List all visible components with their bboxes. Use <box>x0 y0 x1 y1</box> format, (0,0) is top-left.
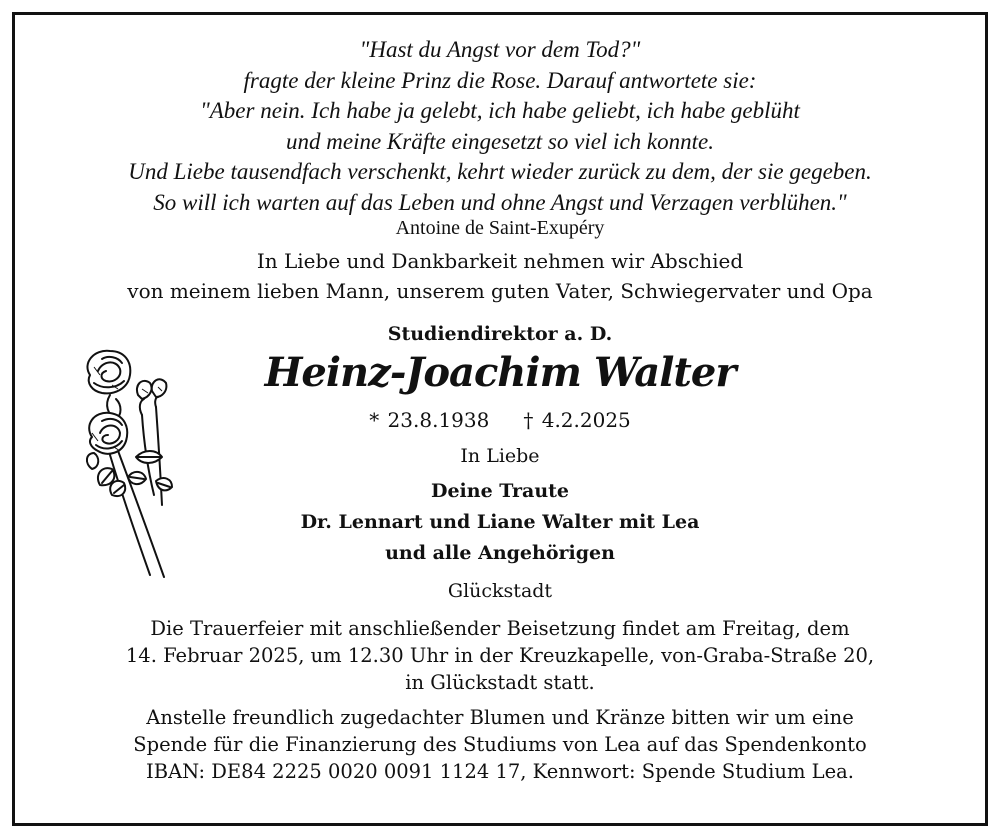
place-name: Glückstadt <box>447 580 553 602</box>
intro-line: In Liebe und Dankbarkeit nehmen wir Abschied <box>256 249 744 273</box>
quote-line: "Aber nein. Ich habe ja gelebt, ich habe geliebt, ich habe geblüht <box>200 98 800 123</box>
quote-line: Und Liebe tausendfach verschenkt, kehrt wieder zurück zu dem, der sie gegeben. <box>128 159 872 184</box>
farewell-intro <box>15 246 985 306</box>
quote-block <box>15 35 985 218</box>
ceremony-line: in Glückstadt statt. <box>405 671 595 694</box>
donation-line: Spende für die Finanzierung des Studiums von Lea auf das Spendenkonto <box>133 733 867 756</box>
quote-line: fragte der kleine Prinz die Rose. Darauf antwortete sie: <box>243 67 757 93</box>
donation-line: Anstelle freundlich zugedachter Blumen und Kränze bitten wir um eine <box>146 706 854 729</box>
ceremony-line: Die Trauerfeier mit anschließender Beisetzung findet am Freitag, dem <box>150 617 850 640</box>
mourner-line: und alle Angehörigen <box>385 542 615 564</box>
mourner-line: Dr. Lennart und Liane Walter mit Lea <box>300 511 700 533</box>
deceased-title: Studiendirektor a. D. <box>387 323 613 345</box>
mourners-heading: In Liebe <box>460 445 540 467</box>
rose-icon <box>72 345 202 585</box>
donation-line: IBAN: DE84 2225 0020 0091 1124 17, Kennwort: Spende Studium Lea. <box>146 760 854 783</box>
quote-line: und meine Kräfte eingesetzt so viel ich konnte. <box>286 128 714 154</box>
quote-line: "Hast du Angst vor dem Tod?" <box>359 37 641 62</box>
death-date: † 4.2.2025 <box>523 408 631 432</box>
ceremony-line: 14. Februar 2025, um 12.30 Uhr in der Kreuzkapelle, von-Graba-Straße 20, <box>125 644 875 667</box>
donation-info <box>15 704 985 785</box>
intro-line: von meinem lieben Mann, unserem guten Vater, Schwiegervater und Opa <box>127 279 873 303</box>
quote-line: So will ich warten auf das Leben und ohne Angst und Verzagen verblühen." <box>153 189 847 215</box>
quote-author: Antoine de Saint-Exupéry <box>395 217 605 239</box>
deceased-name: Heinz-Joachim Walter <box>264 349 736 396</box>
birth-date: * 23.8.1938 <box>369 408 490 432</box>
ceremony-info <box>15 615 985 696</box>
mourner-line: Deine Traute <box>430 480 570 502</box>
